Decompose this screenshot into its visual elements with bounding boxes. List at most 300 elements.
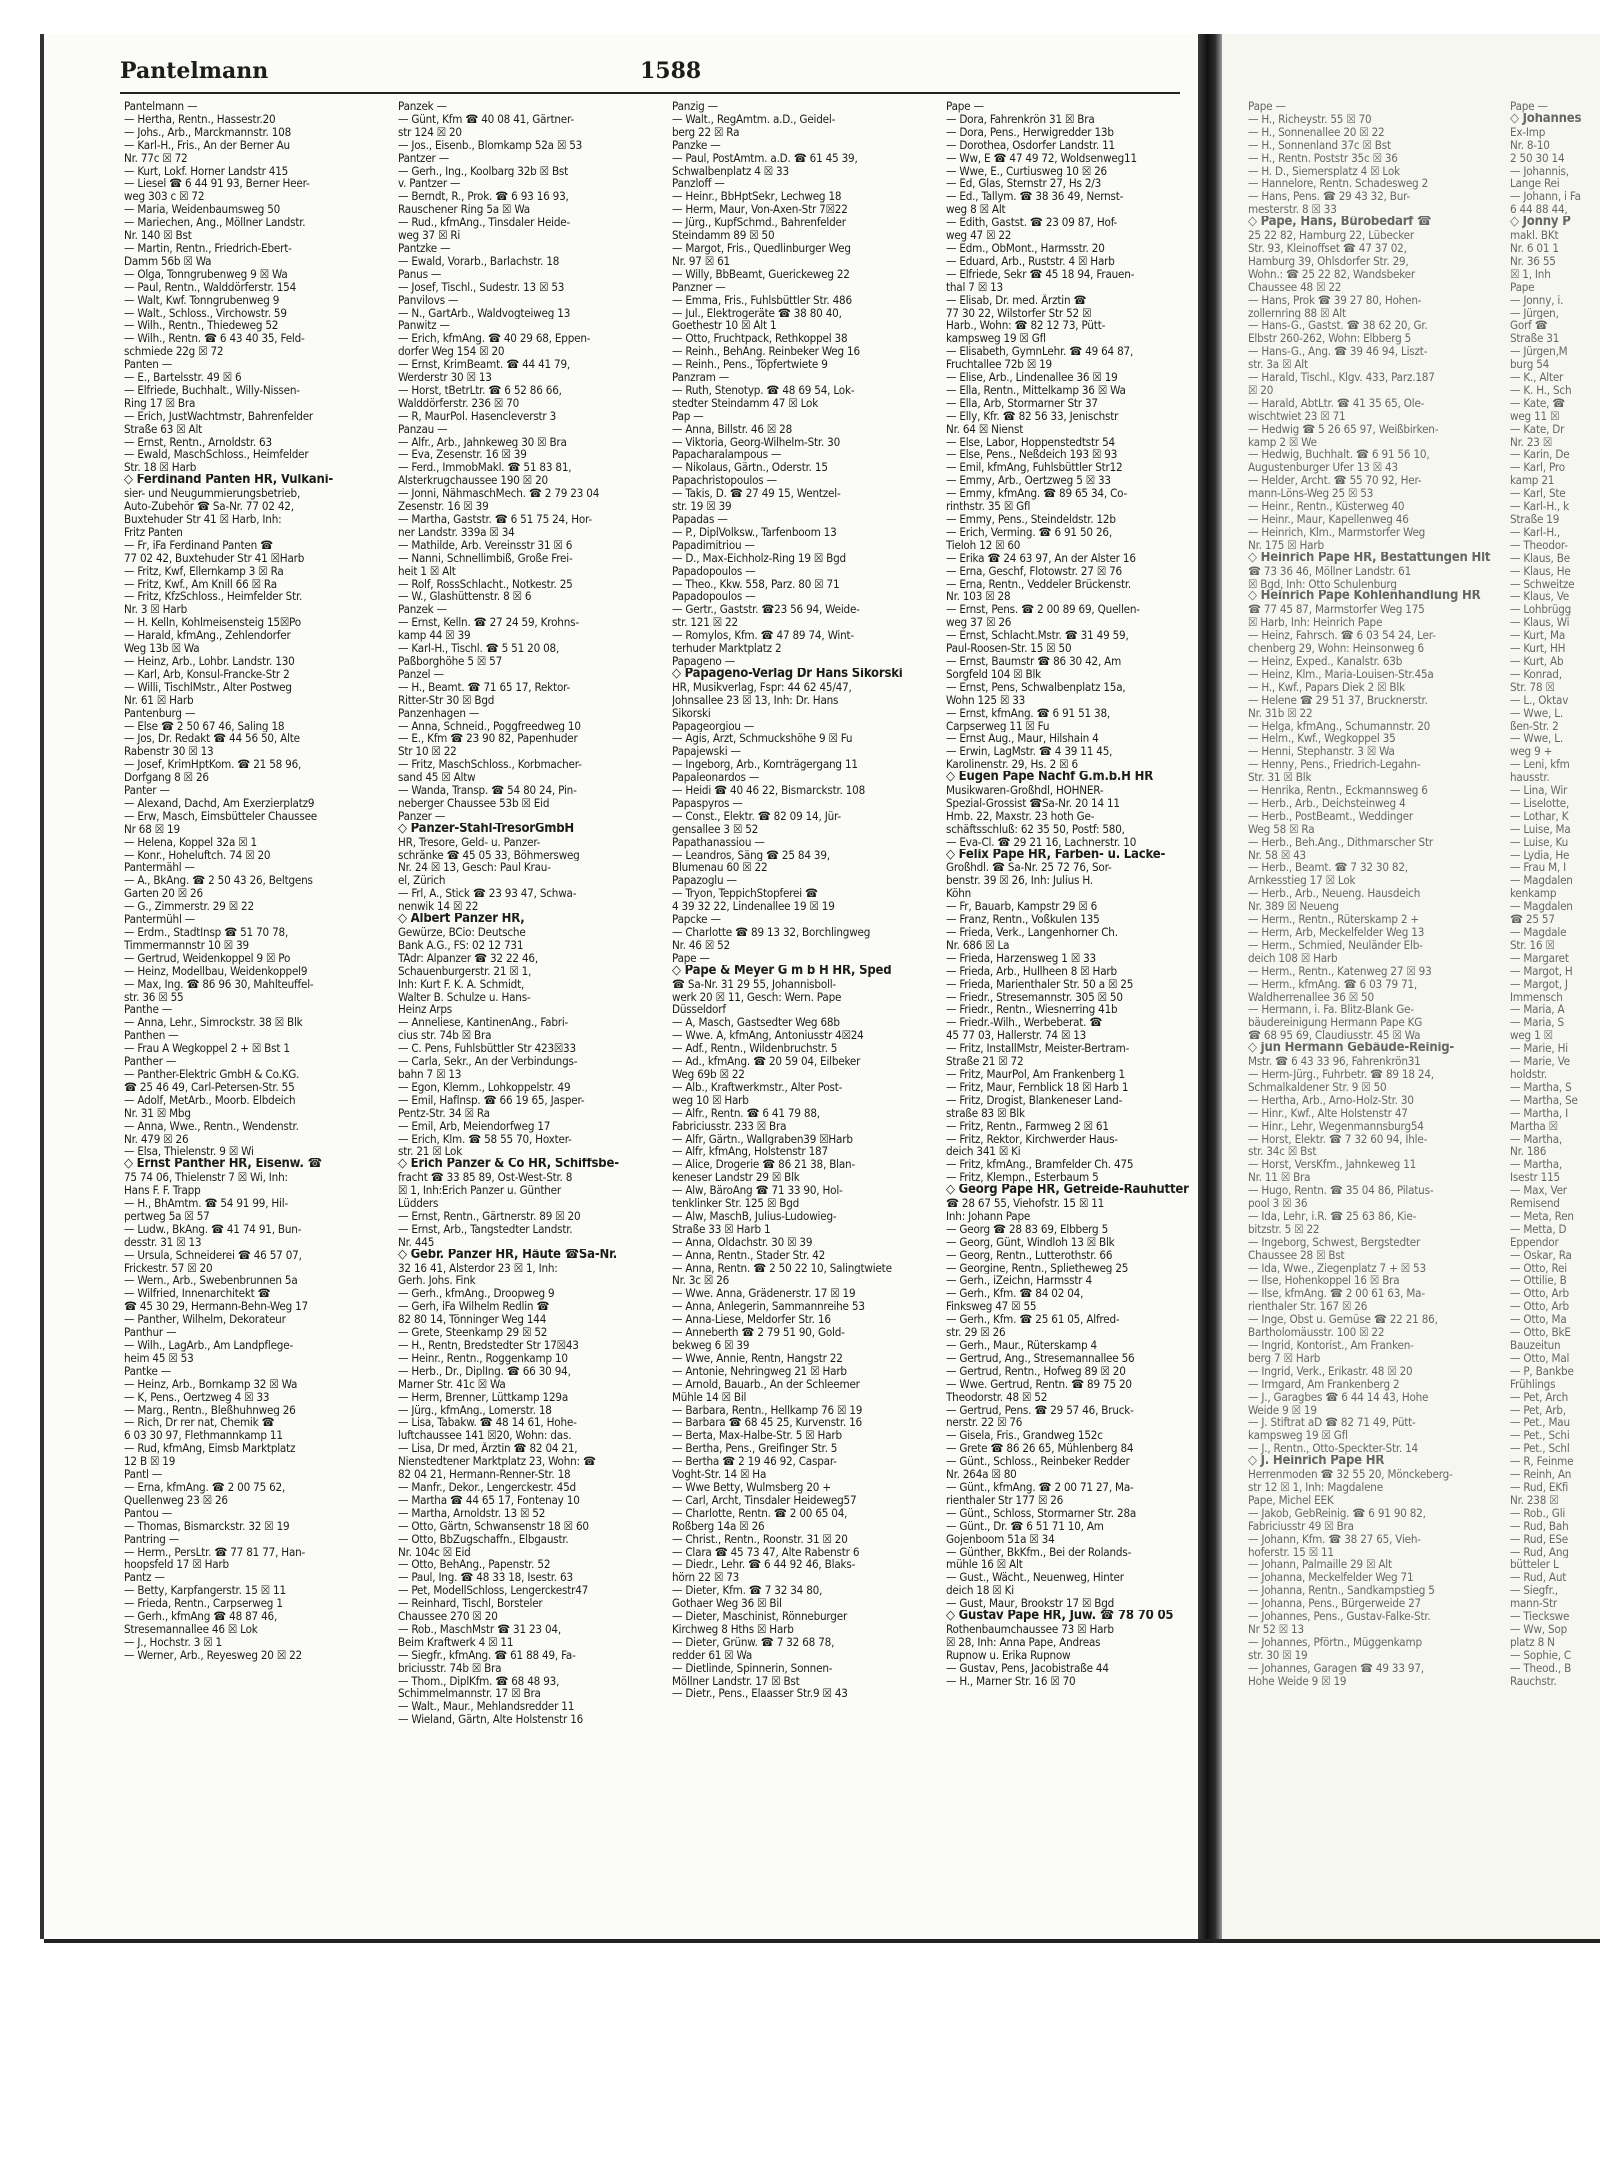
directory-entry-line: — Fritz, MaschSchloss., Korbmacher- <box>398 758 582 772</box>
directory-entry-line: — Werner, Arb., Reyesweg 20 ☒ 22 <box>124 1648 302 1662</box>
directory-entry-line: — Johannis, <box>1510 164 1569 178</box>
directory-entry-line: — Rob., Gli <box>1510 1506 1566 1520</box>
directory-entry-line: — Ottilie, B <box>1510 1274 1567 1288</box>
directory-entry-line: ☒ Harb, Inh: Heinrich Pape <box>1248 616 1383 630</box>
directory-entry-line: fracht ☎ 33 85 89, Ost-West-Str. 8 <box>398 1171 573 1185</box>
directory-entry-line: — Leni, kfm <box>1510 758 1570 772</box>
directory-entry-line: — Helene ☎ 29 51 37, Brucknerstr. <box>1248 693 1428 707</box>
directory-entry-line: — Erwin, LagMstr. ☎ 4 39 11 45, <box>946 745 1113 759</box>
directory-entry-line: Chaussee 270 ☒ 20 <box>398 1610 498 1623</box>
directory-entry-line: Pape — <box>946 100 984 113</box>
directory-entry-line: — Magdalen <box>1510 874 1573 888</box>
directory-entry-line: mann-Str <box>1510 1597 1557 1611</box>
directory-entry-line: — Otto, Arb <box>1510 1287 1569 1301</box>
directory-entry-line: ◇ Ferdinand Panten HR, Vulkani- <box>124 474 334 488</box>
directory-entry-line: Rauchstr. <box>1510 1674 1557 1688</box>
directory-entry-line: Martha ☒ <box>1510 1119 1558 1133</box>
directory-entry-line: — Gerh., kfmAng., Droopweg 9 <box>398 1287 555 1301</box>
directory-column-2 <box>398 100 656 1726</box>
directory-entry-line: — Herm., Schmied, Neuländer Elb- <box>1248 938 1423 952</box>
directory-entry-line: makl. BKt <box>1510 229 1559 242</box>
directory-entry-line: Gothaer Weg 36 ☒ Bil <box>672 1597 782 1611</box>
directory-entry-line: Pantelmann — <box>124 100 198 113</box>
directory-entry-line: kampsweg 19 ☒ Gfl <box>946 332 1046 346</box>
directory-entry-line: Nr. 31b ☒ 22 <box>1248 706 1313 720</box>
directory-entry-line: — Günt, Kfm ☎ 40 08 41, Gärtner- <box>398 112 574 126</box>
directory-entry-line: Tieloh 12 ☒ 60 <box>946 538 1021 552</box>
directory-entry-line: — Jakob, GebReinig. ☎ 6 91 90 82, <box>1248 1506 1426 1520</box>
directory-entry-line: — Erdm., StadtInsp ☎ 51 70 78, <box>124 926 289 939</box>
directory-entry-line: Pantke — <box>124 1364 172 1378</box>
directory-entry-line: Str. 18 ☒ Harb <box>124 461 197 475</box>
directory-entry-line: — Gerh., Ing., Koolbarg 32b ☒ Bst <box>398 164 569 178</box>
directory-entry-line: Str 10 ☒ 22 <box>398 745 457 759</box>
directory-entry-line: — Georg, Günt, Windloh 13 ☒ Blk <box>946 1235 1115 1249</box>
directory-entry-line: Nr. 238 ☒ <box>1510 1493 1559 1507</box>
directory-entry-line: HR, Musikverlag, Fspr: 44 62 45/47, <box>672 680 852 694</box>
directory-entry-line: — Theod., B <box>1510 1661 1572 1675</box>
directory-entry-line: — Fr, iFa Ferdinand Panten ☎ <box>124 538 273 552</box>
directory-entry-line: — Erich, Klm. ☎ 58 55 70, Hoxter- <box>398 1132 572 1146</box>
directory-entry-line: Harb., Wohn: ☎ 82 12 73, Pütt- <box>946 319 1106 333</box>
directory-entry-line: — Diedr., Lehr. ☎ 6 44 92 46, Blaks- <box>672 1558 856 1572</box>
directory-entry-line: ◇ J. Heinrich Pape HR <box>1248 1455 1385 1469</box>
directory-entry-line: ◇ jun Hermann Gebäude-Reinig- <box>1248 1042 1455 1056</box>
directory-entry-line: Blumenau 60 ☒ 22 <box>672 861 768 875</box>
directory-entry-line: — W., Glashüttenstr. 8 ☒ 6 <box>398 590 532 604</box>
directory-entry-line: — Gerh., iZeichn, Harmsstr 4 <box>946 1274 1092 1288</box>
directory-entry-line: — Berta, Max-Halbe-Str. 5 ☒ Harb <box>672 1429 842 1443</box>
directory-entry-line: — Karin, De <box>1510 448 1570 462</box>
directory-entry-line: ner Landstr. 339a ☒ 34 <box>398 525 515 539</box>
directory-entry-line: Hamburg 39, Ohlsdorfer Str. 29, <box>1248 254 1409 268</box>
directory-entry-line: Dorfgang 8 ☒ 26 <box>124 771 209 785</box>
directory-entry-line: kamp 44 ☒ 39 <box>398 629 471 643</box>
directory-entry-line: desstr. 31 ☒ 13 <box>124 1235 202 1249</box>
directory-entry-line: — Clara ☎ 45 73 47, Alte Rabenstr 6 <box>672 1545 860 1559</box>
directory-entry-line: Sorgfeld 104 ☒ Blk <box>946 667 1042 681</box>
directory-entry-line: — Barbara ☎ 68 45 25, Kurvenstr. 16 <box>672 1416 862 1430</box>
directory-entry-line: nerstr. 22 ☒ 76 <box>946 1416 1023 1430</box>
directory-entry-line: Fritz Panten <box>124 525 183 539</box>
directory-entry-line: Theodorstr. 48 ☒ 52 <box>946 1390 1048 1404</box>
directory-entry-line: 77 30 22, Wilstorfer Str 52 ☒ <box>946 306 1092 320</box>
directory-entry-line: — Leandros, Säng ☎ 25 84 39, <box>672 848 830 862</box>
directory-entry-line: Hmb. 22, Maxstr. 23 hoth Ge- <box>946 809 1095 823</box>
directory-entry-line: Nr. 3 ☒ Harb <box>124 603 188 617</box>
directory-entry-line: Wohn.: ☎ 25 22 82, Wandsbeker <box>1248 267 1415 281</box>
directory-entry-line: — Nikolaus, Gärtn., Oderstr. 15 <box>672 461 828 475</box>
directory-entry-line: bahn 7 ☒ 13 <box>398 1067 462 1081</box>
directory-entry-line: hoopsfeld 17 ☒ Harb <box>124 1558 229 1572</box>
directory-entry-line: weg 37 ☒ Ri <box>398 229 461 242</box>
directory-entry-line: Straße 31 <box>1510 332 1560 346</box>
directory-entry-line: — Fr, Bauarb, Kampstr 29 ☒ 6 <box>946 900 1098 914</box>
directory-entry-line: Nr. 23 ☒ <box>1510 435 1552 449</box>
directory-entry-line: Großhdl. ☎ Sa-Nr. 25 72 76, Sor- <box>946 861 1112 875</box>
directory-entry-line: keneser Landstr 29 ☒ Blk <box>672 1171 800 1185</box>
directory-entry-line: thal 7 ☒ 13 <box>946 280 1003 294</box>
directory-entry-line: — K., Alter <box>1510 371 1564 384</box>
directory-entry-line: Papajewski — <box>672 745 741 759</box>
directory-entry-line: — Heinr., Rentn., Küsterweg 40 <box>1248 500 1405 513</box>
directory-entry-line: Panus — <box>398 267 442 281</box>
directory-entry-line: — Kurt, HH <box>1510 642 1566 655</box>
directory-entry-line: — Ernst, Arb., Tangstedter Landstr. <box>398 1222 573 1236</box>
directory-entry-line: Möllner Landstr. 17 ☒ Bst <box>672 1674 800 1688</box>
directory-entry-line: rienthaler Str. 167 ☒ 26 <box>1248 1300 1368 1314</box>
directory-entry-line: Nr. 58 ☒ 43 <box>1248 848 1306 862</box>
directory-entry-line: Pantzer — <box>398 151 449 165</box>
directory-entry-line: str. 21 ☒ Lok <box>398 1145 463 1159</box>
directory-entry-line: — Lisa, Dr med, Ärztin ☎ 82 04 21, <box>398 1442 578 1456</box>
directory-entry-line: Pantou — <box>124 1506 172 1520</box>
directory-entry-line: — Eva, Zesenstr. 16 ☒ 39 <box>398 448 527 462</box>
running-head: Pantelmann <box>120 58 269 84</box>
directory-entry-line: — Maria, Weidenbaumsweg 50 <box>124 203 281 217</box>
directory-entry-line: — Ingeborg, Schwest, Bergstedter <box>1248 1235 1421 1249</box>
directory-entry-line: — Harald, kfmAng., Zehlendorfer <box>124 629 291 643</box>
directory-entry-line: — P, Bankbe <box>1510 1364 1574 1378</box>
directory-entry-line: — Meta, Ren <box>1510 1209 1574 1223</box>
directory-entry-line: — Heinz, Klm., Maria-Louisen-Str.45a <box>1248 667 1434 681</box>
directory-entry-line: TAdr: Alpanzer ☎ 32 22 46, <box>398 951 538 965</box>
directory-entry-line: — Pet., Schi <box>1510 1429 1570 1443</box>
directory-entry-line: — Kurt, Lokf. Horner Landstr 415 <box>124 164 289 178</box>
directory-entry-line: — Otto, BbZugschaffn., Elbgaustr. <box>398 1532 569 1546</box>
directory-entry-line: — Karl-H., k <box>1510 500 1569 513</box>
page-bottom-edge <box>44 1939 1600 1943</box>
directory-entry-line: Steindamm 89 ☒ 50 <box>672 229 775 242</box>
directory-entry-line: — Gertrud, Weidenkoppel 9 ☒ Po <box>124 951 291 965</box>
directory-entry-line: — Walt., Schloss., Virchowstr. 59 <box>124 306 287 320</box>
directory-entry-line: Str. 78 ☒ <box>1510 680 1555 694</box>
directory-entry-line: — A, Masch, Gastsedter Weg 68b <box>672 1016 840 1030</box>
directory-entry-line: — Wwe, L. <box>1510 732 1563 746</box>
directory-entry-line: — Mathilde, Arb. Vereinsstr 31 ☒ 6 <box>398 538 573 552</box>
directory-entry-line: Panzke — <box>672 138 721 152</box>
directory-entry-line: — Manfr., Dekor., Lengerckestr. 45d <box>398 1480 576 1494</box>
directory-entry-line: Nr. 46 ☒ 52 <box>672 938 730 952</box>
directory-entry-line: Paul-Roosen-Str. 15 ☒ 50 <box>946 642 1072 655</box>
directory-entry-line: Nr. 686 ☒ La <box>946 938 1010 952</box>
directory-entry-line: — H., Kwf., Papars Diek 2 ☒ Blk <box>1248 680 1405 694</box>
directory-entry-line: — Wwe, E., Curtiusweg 10 ☒ 26 <box>946 164 1107 178</box>
directory-entry-line: — Ad., kfmAng. ☎ 20 59 04, Eilbeker <box>672 1055 861 1068</box>
directory-entry-line: — Rud, ESe <box>1510 1532 1568 1546</box>
directory-entry-line: — Theo., Kkw. 558, Parz. 80 ☒ 71 <box>672 577 840 591</box>
directory-entry-line: — Emmy, kfmAng. ☎ 89 65 34, Co- <box>946 487 1128 501</box>
directory-entry-line: mann-Löns-Weg 25 ☒ 53 <box>1248 487 1374 501</box>
directory-entry-line: — D., Max-Eichholz-Ring 19 ☒ Bgd <box>672 551 846 565</box>
directory-entry-line: — Alfr., Rentn. ☎ 6 41 79 88, <box>672 1106 820 1120</box>
directory-entry-line: — Lothar, K <box>1510 809 1569 823</box>
directory-entry-line: Nr. 479 ☒ 26 <box>124 1132 189 1146</box>
directory-entry-line: — Martha, Se <box>1510 1093 1578 1107</box>
directory-entry-line: — Frieda, Arb., Hullheen 8 ☒ Harb <box>946 964 1117 978</box>
directory-entry-line: — Erw, Masch, Eimsbütteler Chaussee <box>124 809 318 823</box>
directory-entry-line: Nr. 389 ☒ Neueng <box>1248 900 1339 914</box>
directory-entry-line: str. 19 ☒ 39 <box>672 500 732 513</box>
directory-entry-line: — Georg, Rentn., Lutterothstr. 66 <box>946 1248 1113 1262</box>
directory-entry-line: Kirchweg 8 Hths ☒ Harb <box>672 1622 794 1636</box>
directory-entry-line: — Elisab, Dr. med. Ärztin ☎ <box>946 293 1087 307</box>
directory-entry-line: — Hermann, i. Fa. Blitz-Blank Ge- <box>1248 1003 1414 1017</box>
directory-entry-line: — Thom., DiplKfm. ☎ 68 48 93, <box>398 1674 560 1688</box>
directory-entry-line: — Fritz, Rentn., Farmweg 2 ☒ 61 <box>946 1119 1109 1133</box>
directory-entry-line: rinthstr. 35 ☒ Gfl <box>946 500 1031 513</box>
directory-entry-line: — Herm, Brenner, Lüttkamp 129a <box>398 1390 569 1404</box>
directory-entry-line: — Ernst, Schlacht.Mstr. ☎ 31 49 59, <box>946 629 1129 643</box>
directory-entry-line: Nr 52 ☒ 13 <box>1248 1622 1304 1636</box>
directory-entry-line: Arnkesstieg 17 ☒ Lok <box>1248 874 1356 888</box>
directory-entry-line: — Otto, Gärtn, Schwansenstr 18 ☒ 60 <box>398 1519 589 1533</box>
directory-entry-line: Frühlings <box>1510 1377 1556 1391</box>
directory-entry-line: — H., Rentn. Poststr 35c ☒ 36 <box>1248 151 1398 165</box>
directory-entry-line: — Martha, <box>1510 1158 1563 1172</box>
directory-entry-line: — Johannes, Pförtn., Müggenkamp <box>1248 1635 1422 1649</box>
directory-entry-line: Quellenweg 23 ☒ 26 <box>124 1493 228 1507</box>
directory-entry-line: — Hedwig ☎ 5 26 65 97, Weißbirken- <box>1248 422 1439 436</box>
directory-entry-line: — Otto, BkE <box>1510 1326 1571 1339</box>
directory-entry-line: Fabriciusstr 49 ☒ Bra <box>1248 1519 1354 1533</box>
directory-entry-line: — Günt., Schloss., Reinbeker Redder <box>946 1455 1130 1469</box>
directory-entry-line: Papadopoulos — <box>672 590 756 604</box>
directory-entry-line: ◇ Gustav Pape HR, Juw. ☎ 78 70 05 <box>946 1610 1174 1623</box>
directory-entry-line: — Emil, kfmAng, Fuhlsbüttler Str12 <box>946 461 1123 475</box>
directory-entry-line: — Hannelore, Rentn. Schadesweg 2 <box>1248 177 1429 191</box>
directory-entry-line: kenkamp <box>1510 887 1557 901</box>
directory-entry-line: Walddörferstr. 236 ☒ 70 <box>398 396 520 410</box>
directory-entry-line: — A., BkAng. ☎ 2 50 43 26, Beltgens <box>124 874 313 888</box>
directory-entry-line: Hohe Weide 9 ☒ 19 <box>1248 1674 1347 1688</box>
directory-entry-line: ☎ 28 67 55, Viehofstr. 15 ☒ 11 <box>946 1197 1105 1210</box>
directory-entry-line: — Christ., Rentn., Roonstr. 31 ☒ 20 <box>672 1532 848 1546</box>
directory-entry-line: — Herm, Arb, Meckelfelder Weg 13 <box>1248 926 1425 939</box>
directory-entry-line: — Ewald, MaschSchloss., Heimfelder <box>124 448 309 462</box>
directory-entry-line: — Karl, Ste <box>1510 487 1566 501</box>
directory-entry-line: Papaspyros — <box>672 796 743 810</box>
directory-entry-line: tenklinker Str. 125 ☒ Bgd <box>672 1197 800 1210</box>
directory-entry-line: — Ww, E ☎ 47 49 72, Woldsenweg11 <box>946 151 1137 165</box>
directory-entry-line: Garten 20 ☒ 26 <box>124 887 203 901</box>
directory-entry-line: — Pet, Arch <box>1510 1390 1569 1404</box>
directory-entry-line: ◇ Heinrich Pape Kohlenhandlung HR <box>1248 590 1481 604</box>
directory-entry-line: weg 37 ☒ 26 <box>946 616 1012 630</box>
directory-entry-line: — Rud, kfmAng, Eimsb Marktplatz <box>124 1442 296 1456</box>
directory-entry-line: — Ruth, Stenotyp. ☎ 48 69 54, Lok- <box>672 383 855 397</box>
directory-entry-line: — Olga, Tonngrubenweg 9 ☒ Wa <box>124 267 288 281</box>
directory-entry-line: str 124 ☒ 20 <box>398 125 462 139</box>
directory-entry-line: — Jürg., KupfSchmd., Bahrenfelder <box>672 216 846 230</box>
directory-entry-line: — Günt., kfmAng. ☎ 2 00 71 27, Ma- <box>946 1480 1134 1494</box>
directory-entry-line: — H., Marner Str. 16 ☒ 70 <box>946 1674 1076 1688</box>
directory-entry-line: briciusstr. 74b ☒ Bra <box>398 1661 502 1675</box>
directory-entry-line: — Henni, Stephanstr. 3 ☒ Wa <box>1248 745 1395 759</box>
directory-entry-line: — Rud, Aut <box>1510 1571 1567 1585</box>
directory-entry-line: str 12 ☒ 1, Inh: Magdalene <box>1248 1480 1383 1494</box>
directory-entry-line: — Hans-G., Ang. ☎ 39 46 94, Liszt- <box>1248 345 1428 359</box>
directory-entry-line: Voght-Str. 14 ☒ Ha <box>672 1468 767 1481</box>
directory-entry-line: — H., Richeystr. 55 ☒ 70 <box>1248 112 1372 126</box>
directory-entry-line: — Dieter, Kfm. ☎ 7 32 34 80, <box>672 1584 823 1598</box>
directory-entry-line: — Anneliese, KantinenAng., Fabri- <box>398 1016 569 1030</box>
directory-entry-line: — H. D., Siemersplatz 4 ☒ Lok <box>1248 164 1400 178</box>
directory-entry-line: weg 1 ☒ <box>1510 1029 1553 1043</box>
directory-entry-line: el, Zürich <box>398 874 446 888</box>
directory-entry-line: Finksweg 47 ☒ 55 <box>946 1300 1037 1314</box>
directory-entry-line: — Herm., Rentn., Katenweg 27 ☒ 93 <box>1248 964 1432 978</box>
directory-entry-line: — Hans-G., Gastst. ☎ 38 62 20, Gr. <box>1248 319 1428 333</box>
directory-entry-line: Pantenburg — <box>124 706 196 720</box>
directory-entry-line: — Klaus, Be <box>1510 551 1570 565</box>
directory-entry-line: — Martha, <box>1510 1132 1563 1146</box>
directory-entry-line: — Herb., Beamt. ☎ 7 32 30 82, <box>1248 861 1408 875</box>
directory-column-1 <box>124 100 382 1662</box>
directory-entry-line: mühle 16 ☒ Alt <box>946 1558 1023 1572</box>
directory-entry-line: Stresemannallee 46 ☒ Lok <box>124 1622 258 1636</box>
directory-entry-line: — Takis, D. ☎ 27 49 15, Wentzel- <box>672 487 841 501</box>
directory-entry-line: Nr. 77c ☒ 72 <box>124 151 188 165</box>
directory-entry-line: — Ingrid, Kontorist., Am Franken- <box>1248 1339 1414 1352</box>
directory-entry-line: — Eva-Cl. ☎ 29 21 16, Lachnerstr. 10 <box>946 835 1137 849</box>
directory-entry-line: pertweg 5a ☒ 57 <box>124 1209 210 1223</box>
directory-entry-line: Sikorski <box>672 706 711 720</box>
directory-entry-line: — Anna, Anlegerin, Sammannreihe 53 <box>672 1300 865 1314</box>
directory-entry-line: Papazoglu — <box>672 874 737 888</box>
directory-entry-line: — Ernst, Pens, Schwalbenplatz 15a, <box>946 680 1126 694</box>
directory-entry-line: 6 44 88 44, <box>1510 203 1568 217</box>
directory-entry-line: — Herm., PersLtr. ☎ 77 81 77, Han- <box>124 1545 306 1559</box>
directory-entry-line: — Edm., ObMont., Harmsstr. 20 <box>946 241 1105 255</box>
page-number: 1588 <box>640 58 702 84</box>
directory-entry-line: — Helder, Archt. ☎ 55 70 92, Her- <box>1248 474 1422 488</box>
directory-entry-line: — Walt., RegAmtm. a.D., Geidel- <box>672 112 836 126</box>
directory-entry-line: Nr. 175 ☒ Harb <box>1248 538 1324 552</box>
directory-entry-line: — Frau M, I <box>1510 861 1567 875</box>
directory-entry-line: — Grete ☎ 86 26 65, Mühlenberg 84 <box>946 1442 1134 1456</box>
directory-entry-line: — Ernst, Baumstr ☎ 86 30 42, Am <box>946 654 1122 668</box>
directory-entry-line: — Alw, MaschB, Julius-Ludowieg- <box>672 1209 837 1223</box>
header-rule <box>120 92 1180 94</box>
directory-entry-line: schmiede 22g ☒ 72 <box>124 345 224 359</box>
directory-entry-line: — K. H., Sch <box>1510 383 1572 397</box>
directory-entry-line: — Bertha, Pens., Greifinger Str. 5 <box>672 1442 838 1456</box>
directory-entry-line: — Wwe. A, kfmAng, Antoniusstr 4☒24 <box>672 1029 864 1043</box>
directory-entry-line: — Erich, JustWachtmstr, Bahrenfelder <box>124 409 314 423</box>
directory-entry-line: ◇ Felix Pape HR, Farben- u. Lacke- <box>946 848 1166 862</box>
directory-entry-line: — Gerh., Maur., Rüterskamp 4 <box>946 1339 1097 1352</box>
directory-entry-line: — Rud, Bah <box>1510 1519 1569 1533</box>
directory-entry-line: — Irmgard, Am Frankenberg 2 <box>1248 1377 1400 1391</box>
directory-entry-line: — Heinrich, Klm., Marmstorfer Weg <box>1248 525 1426 539</box>
directory-entry-line: str. 30 ☒ 19 <box>1248 1648 1308 1662</box>
directory-entry-line: Auto-Zubehör ☎ Sa-Nr. 77 02 42, <box>124 500 294 513</box>
directory-entry-line: — J. Stiftrat aD ☎ 82 71 49, Pütt- <box>1248 1416 1416 1430</box>
directory-entry-line: — Horst, Elektr. ☎ 7 32 60 94, Ihle- <box>1248 1132 1428 1146</box>
directory-entry-line: — Herm., Rentn., Rüterskamp 2 + <box>1248 913 1419 926</box>
directory-entry-line: — Edith, Gastst. ☎ 23 09 87, Hof- <box>946 216 1118 230</box>
directory-entry-line: — Wern., Arb., Swebenbrunnen 5a <box>124 1274 298 1288</box>
directory-entry-line: — Konrad, <box>1510 667 1562 681</box>
directory-entry-line: Fabriciusstr. 233 ☒ Bra <box>672 1119 787 1133</box>
directory-entry-line: Beim Kraftwerk 4 ☒ 11 <box>398 1635 514 1649</box>
directory-entry-line: — Hans, Prok ☎ 39 27 80, Hohen- <box>1248 293 1422 307</box>
directory-entry-line: — Helga, kfmAng., Schumannstr. 20 <box>1248 719 1431 733</box>
directory-entry-line: Panzenhagen — <box>398 706 480 720</box>
directory-entry-line: Gorf ☎ <box>1510 319 1548 333</box>
directory-entry-line: — Henny, Pens., Friedrich-Legahn- <box>1248 758 1421 772</box>
directory-entry-line: Nr. 11 ☒ Bra <box>1248 1171 1311 1185</box>
directory-entry-line: ☎ 68 95 69, Claudiusstr. 45 ☒ Wa <box>1248 1029 1421 1043</box>
directory-entry-line: — Klaus, Ve <box>1510 590 1569 604</box>
directory-entry-line: — Hedwig, Buchhalt. ☎ 6 91 56 10, <box>1248 448 1430 462</box>
directory-entry-line: Papageorgiou — <box>672 719 755 733</box>
directory-entry-line: ☒ 1, Inh <box>1510 267 1551 281</box>
directory-entry-line: — Maria, A <box>1510 1003 1565 1017</box>
directory-entry-line: Heinz Arps <box>398 1003 453 1017</box>
directory-entry-line: Papadas — <box>672 513 728 526</box>
directory-entry-line: neberger Chaussee 53b ☒ Eid <box>398 796 550 810</box>
directory-entry-line: — Erna, kfmAng. ☎ 2 00 75 62, <box>124 1480 286 1494</box>
directory-entry-line: — Liselotte, <box>1510 796 1570 810</box>
directory-entry-line: — Wilh., LagArb., Am Landpflege- <box>124 1339 294 1352</box>
directory-entry-line: — Franz, Rentn., Voßkulen 135 <box>946 913 1100 926</box>
directory-entry-line: — Kate, ☎ <box>1510 396 1566 410</box>
directory-entry-line: ◇ Georg Pape HR, Getreide-Rauhutter <box>946 1184 1189 1198</box>
directory-entry-line: — Herb., Dr., DiplIng. ☎ 66 30 94, <box>398 1364 571 1378</box>
directory-entry-line: — Johanna, Meckelfelder Weg 71 <box>1248 1571 1414 1585</box>
directory-entry-line: — Karl, Arb, Konsul-Francke-Str 2 <box>124 667 290 681</box>
directory-entry-line: — Martha, S <box>1510 1080 1572 1094</box>
directory-entry-line: — Pet, Arb, <box>1510 1403 1566 1417</box>
directory-column-6 <box>1510 100 1600 1687</box>
directory-entry-line: — Else, Labor, Hoppenstedtstr 54 <box>946 435 1115 449</box>
directory-entry-line: — Ingeborg, Arb., Kornträgergang 11 <box>672 758 858 772</box>
directory-entry-line: — Herb., Arb., Deichsteinweg 4 <box>1248 796 1406 810</box>
directory-entry-line: — Paul, Ing. ☎ 48 33 18, Isestr. 63 <box>398 1571 573 1585</box>
directory-entry-line: — Else ☎ 2 50 67 46, Saling 18 <box>124 719 285 733</box>
directory-entry-line: Papachristopoulos — <box>672 474 777 488</box>
directory-entry-line: Straße 63 ☒ Alt <box>124 422 203 436</box>
directory-entry-line: weg 47 ☒ 22 <box>946 229 1012 242</box>
directory-entry-line: schäftsschluß: 62 35 50, Postf: 580, <box>946 822 1125 836</box>
directory-entry-line: — Marie, Ve <box>1510 1055 1570 1068</box>
directory-entry-line: — Otto, Rei <box>1510 1261 1567 1275</box>
directory-entry-line: Goethestr 10 ☒ Alt 1 <box>672 319 777 333</box>
directory-entry-line: — Frieda, Marienthaler Str. 50 a ☒ 25 <box>946 977 1134 991</box>
directory-entry-line: — Gertrud, Ang., Stresemannallee 56 <box>946 1351 1135 1365</box>
directory-entry-line: Papadimitriou — <box>672 538 755 552</box>
directory-entry-line: — Anna, Rentn., Stader Str. 42 <box>672 1248 826 1262</box>
directory-entry-line: Papacharalampous — <box>672 448 782 462</box>
directory-entry-line: str. 36 ☒ 55 <box>124 990 184 1004</box>
directory-entry-line: — Friedr., Stresemannstr. 305 ☒ 50 <box>946 990 1123 1004</box>
directory-entry-line: — Gertrud, Pens. ☎ 29 57 46, Bruck- <box>946 1403 1134 1417</box>
directory-entry-line: — Reinh., BehAng. Reinbeker Weg 16 <box>672 345 860 359</box>
directory-entry-line: — Theodor- <box>1510 538 1568 552</box>
directory-entry-line: — Helena, Koppel 32a ☒ 1 <box>124 835 257 849</box>
directory-entry-line: Nr. 36 55 <box>1510 254 1556 268</box>
directory-entry-line: — Lohbrügg <box>1510 603 1572 617</box>
directory-entry-line: Panthen — <box>124 1029 179 1043</box>
directory-entry-line: — Margot, Fris., Quedlinburger Weg <box>672 241 851 255</box>
directory-entry-line: — C. Pens, Fuhlsbüttler Str 423☒33 <box>398 1042 576 1056</box>
directory-entry-line: — Alfr., Arb., Jahnkeweg 30 ☒ Bra <box>398 435 567 449</box>
directory-entry-line: — Johann, Kfm. ☎ 38 27 65, Vieh- <box>1248 1532 1421 1546</box>
directory-entry-line: — Alfr, kfmAng, Holstenstr 187 <box>672 1145 828 1159</box>
directory-entry-line: Papadopoulos — <box>672 564 756 578</box>
